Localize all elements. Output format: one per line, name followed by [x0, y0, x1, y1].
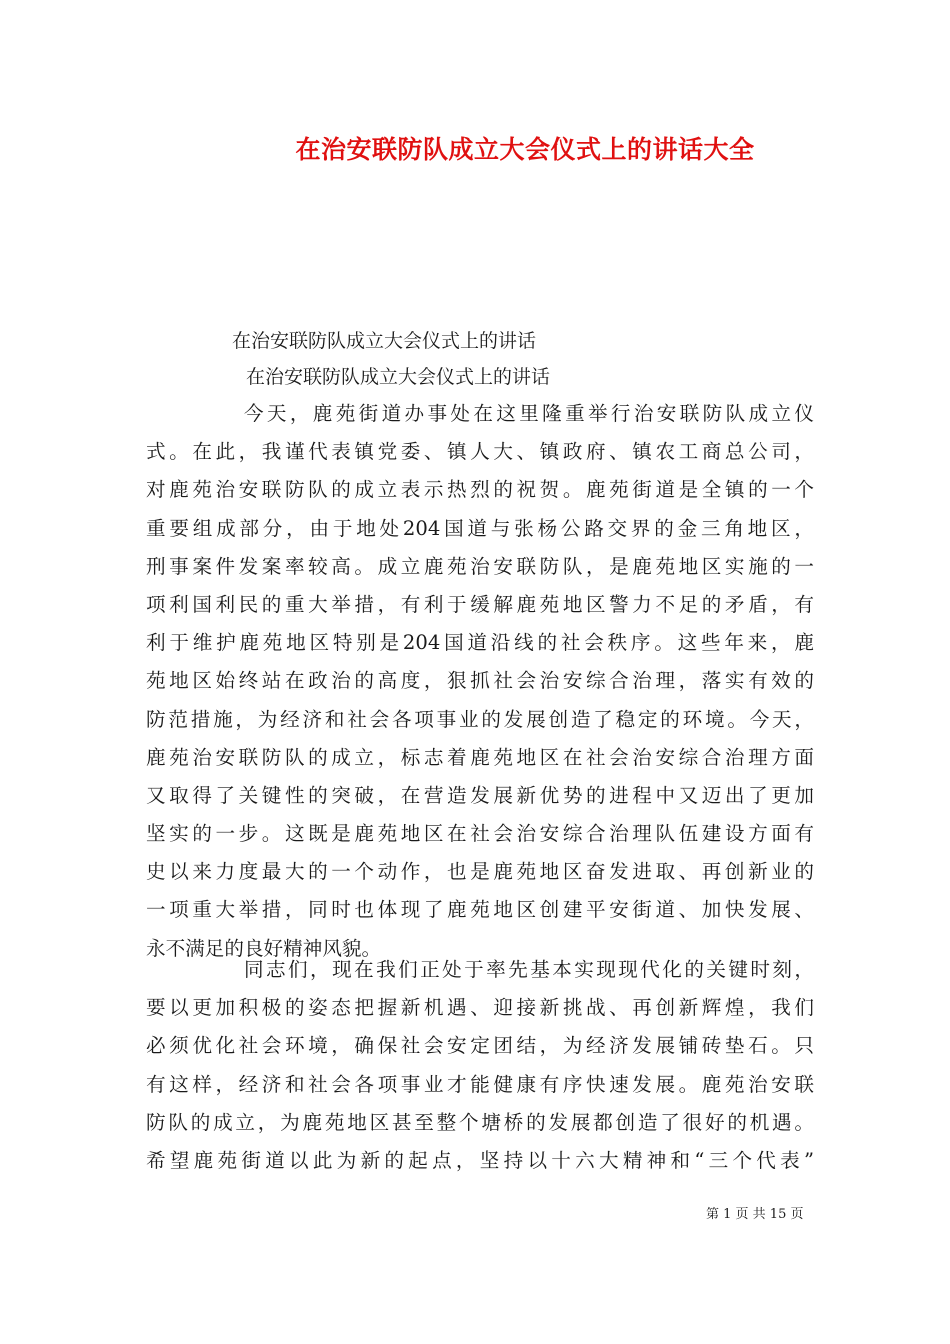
paragraph-line: 对鹿苑治安联防队的成立表示热烈的祝贺。鹿苑街道是全镇的一个 — [146, 478, 814, 502]
paragraph-1 — [146, 395, 814, 968]
paragraph-line: 有这样，经济和社会各项事业才能健康有序快速发展。鹿苑治安联 — [146, 1072, 814, 1096]
paragraph-line: 要以更加积极的姿态把握新机遇、迎接新挑战、再创新辉煌，我们 — [146, 996, 814, 1020]
paragraph-line: 项利国利民的重大举措，有利于缓解鹿苑地区警力不足的矛盾，有 — [146, 592, 814, 616]
paragraph-line: 利于维护鹿苑地区特别是204国道沿线的社会秩序。这些年来，鹿 — [146, 631, 814, 655]
paragraph-line: 必须优化社会环境，确保社会安定团结，为经济发展铺砖垫石。只 — [146, 1034, 814, 1058]
paragraph-line: 又取得了关键性的突破，在营造发展新优势的进程中又迈出了更加 — [146, 783, 814, 807]
paragraph-line: 永不满足的良好精神风貌。 — [146, 936, 382, 960]
document-title: 在治安联防队成立大会仪式上的讲话大全 — [295, 135, 755, 164]
paragraph-line: 希望鹿苑街道以此为新的起点，坚持以十六大精神和“三个代表” — [146, 1148, 814, 1172]
paragraph-line: 坚实的一步。这既是鹿苑地区在社会治安综合治理队伍建设方面有 — [146, 822, 814, 846]
page-number-footer: 第 1 页 共 15 页 — [706, 1207, 804, 1222]
paragraph-line: 防队的成立，为鹿苑地区甚至整个塘桥的发展都创造了很好的机遇。 — [146, 1110, 814, 1134]
paragraph-line: 史以来力度最大的一个动作，也是鹿苑地区奋发进取、再创新业的 — [146, 860, 814, 884]
paragraph-line: 同志们，现在我们正处于率先基本实现现代化的关键时刻， — [244, 958, 814, 981]
paragraph-line: 鹿苑治安联防队的成立，标志着鹿苑地区在社会治安综合治理方面 — [146, 745, 814, 769]
paragraph-2 — [146, 951, 814, 1180]
speech-heading: 在治安联防队成立大会仪式上的讲话 — [232, 330, 537, 352]
speech-subheading: 在治安联防队成立大会仪式上的讲话 — [246, 366, 551, 388]
paragraph-line: 重要组成部分，由于地处204国道与张杨公路交界的金三角地区， — [146, 516, 814, 540]
paragraph-line: 苑地区始终站在政治的高度，狠抓社会治安综合治理，落实有效的 — [146, 669, 814, 693]
paragraph-line: 一项重大举措，同时也体现了鹿苑地区创建平安街道、加快发展、 — [146, 898, 814, 922]
paragraph-line: 今天，鹿苑街道办事处在这里隆重举行治安联防队成立仪 — [244, 402, 814, 425]
paragraph-line: 式。在此，我谨代表镇党委、镇人大、镇政府、镇农工商总公司， — [146, 440, 814, 464]
paragraph-line: 防范措施，为经济和社会各项事业的发展创造了稳定的环境。今天， — [146, 707, 814, 731]
paragraph-line: 刑事案件发案率较高。成立鹿苑治安联防队，是鹿苑地区实施的一 — [146, 554, 814, 578]
